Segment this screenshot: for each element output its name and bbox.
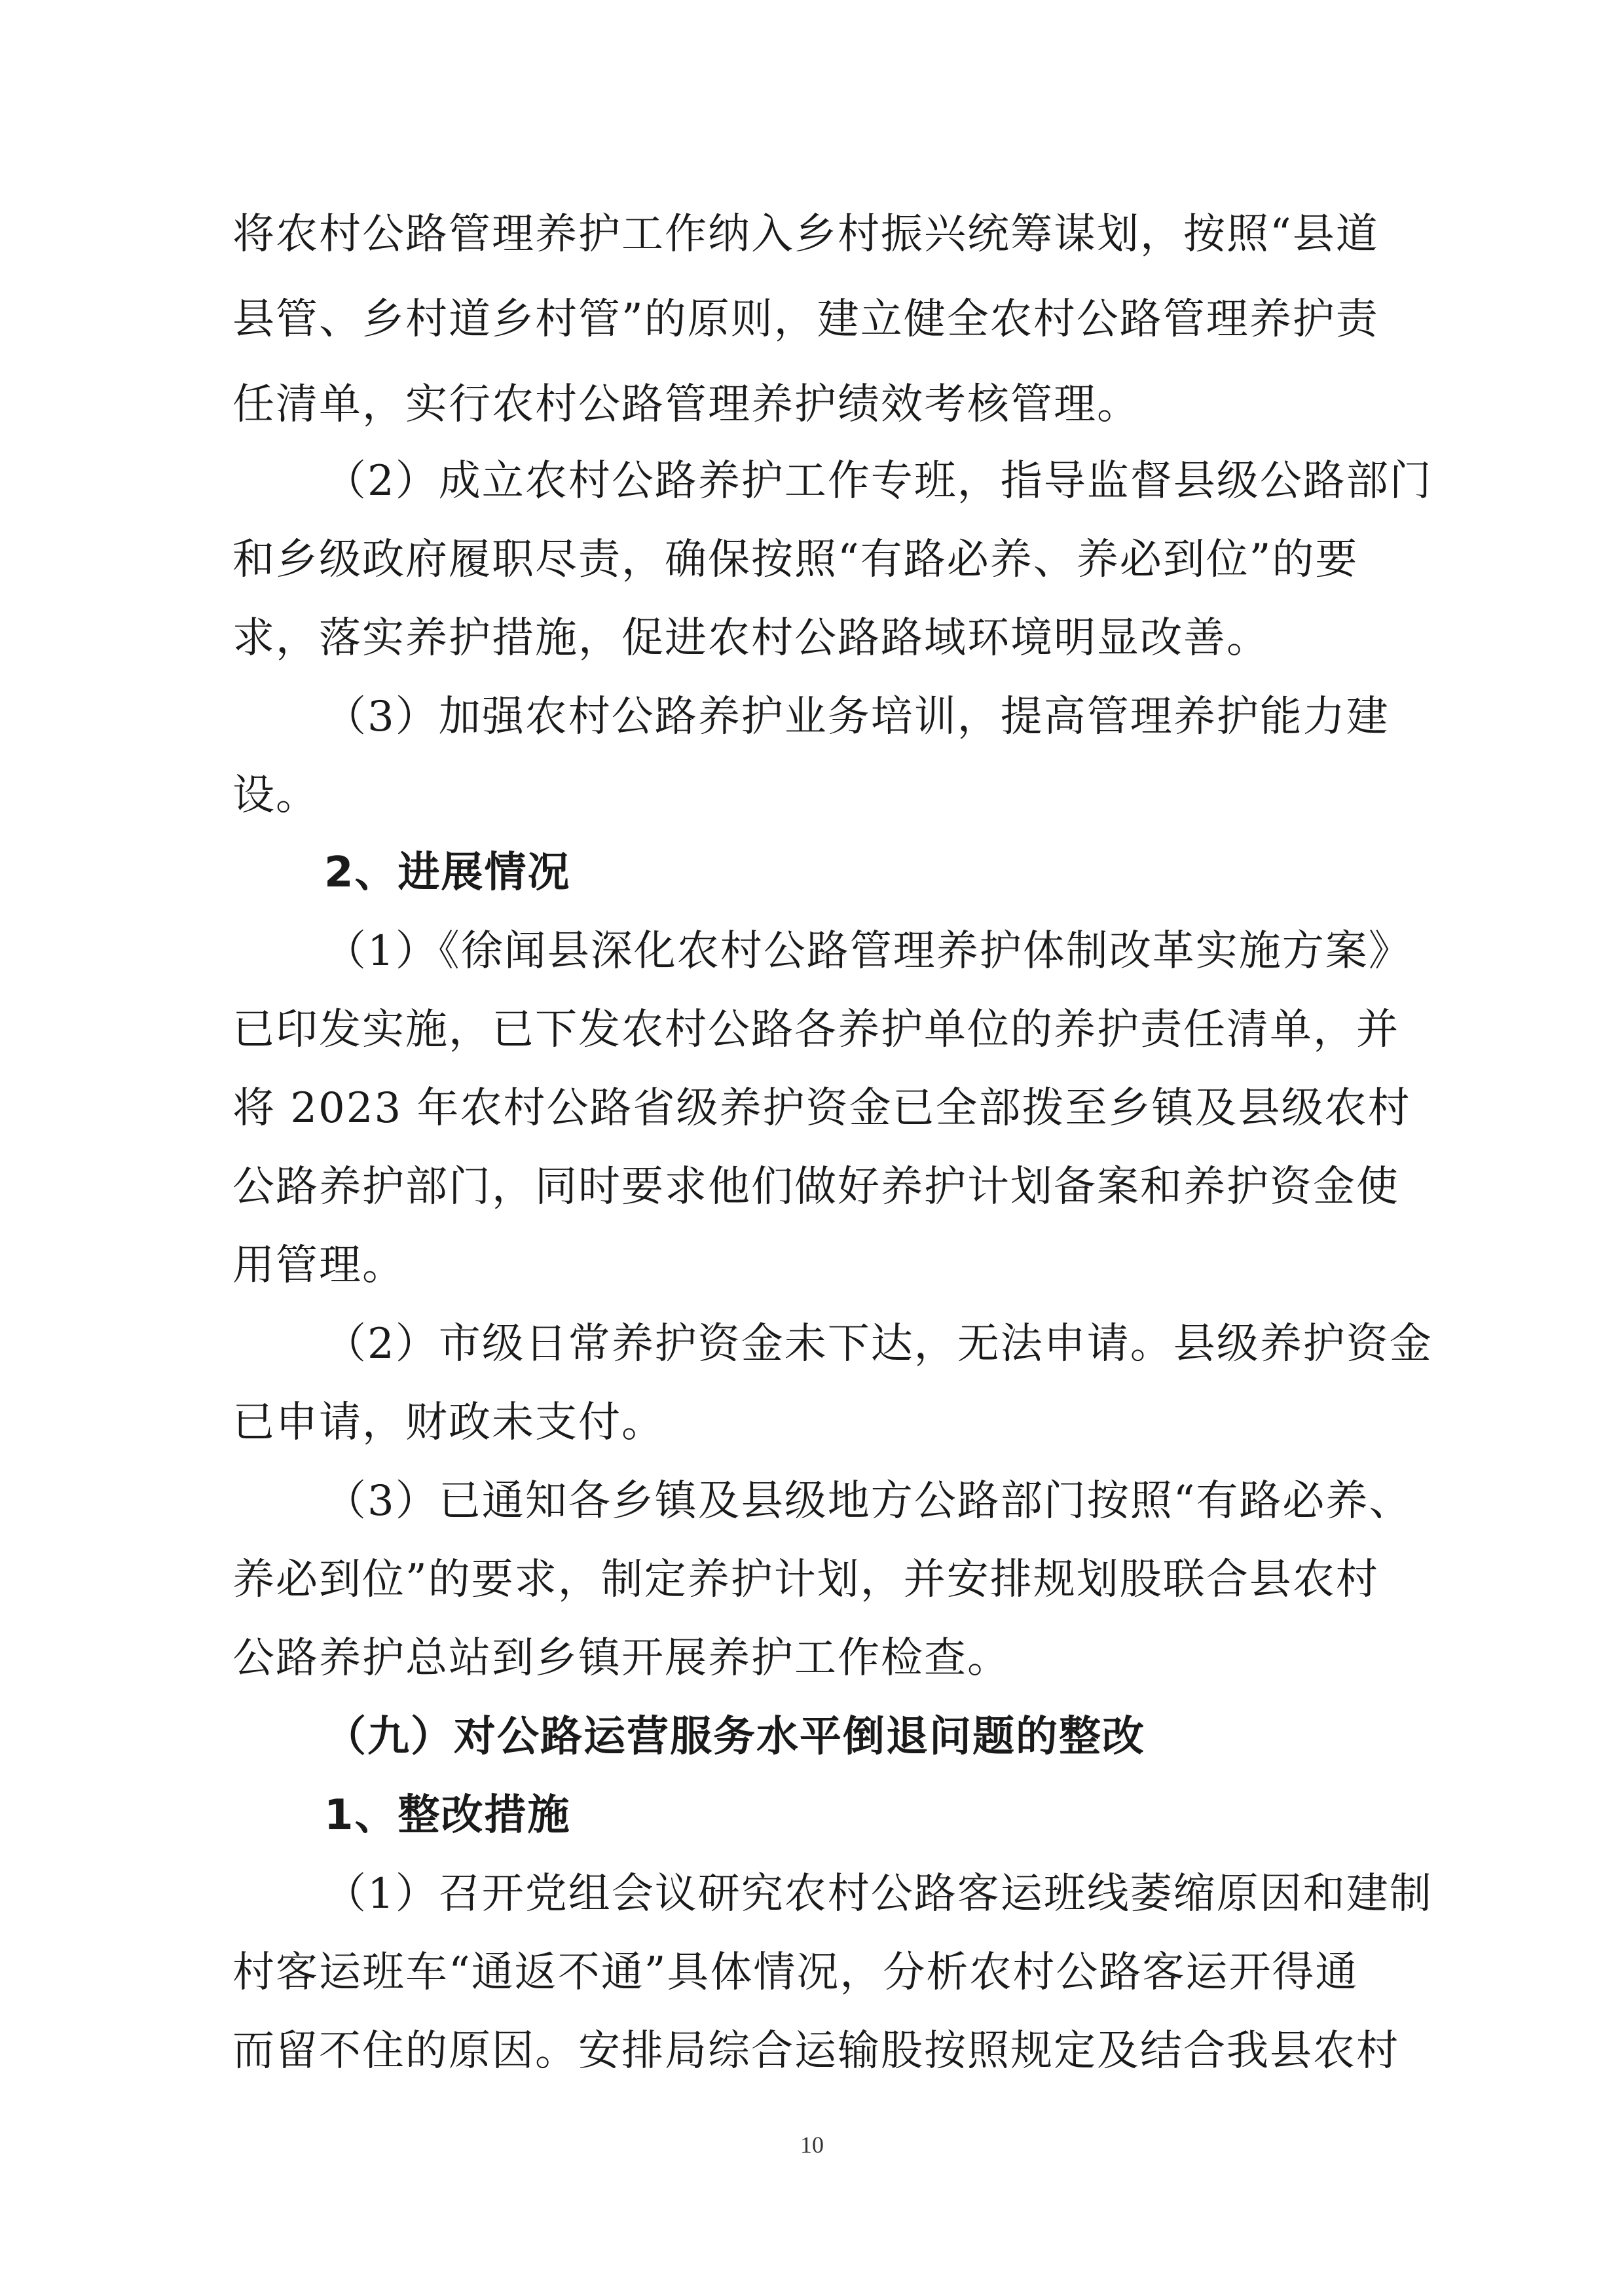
text-line: 任清单，实行农村公路管理养护绩效考核管理。 [232, 380, 1140, 429]
section-heading: 1、整改措施 [324, 1791, 571, 1840]
text-line: 用管理。 [232, 1241, 405, 1290]
page-number: 10 [800, 2132, 824, 2158]
text-line: 求，落实养护措施，促进农村公路路域环境明显改善。 [232, 614, 1270, 663]
text-line: 县管、乡村道乡村管”的原则，建立健全农村公路管理养护责 [232, 295, 1379, 344]
text-line: 已印发实施，已下发农村公路各养护单位的养护责任清单，并 [232, 1006, 1399, 1054]
text-line: 将 2023 年农村公路省级养护资金已全部拨至乡镇及县级农村 [232, 1084, 1411, 1133]
text-line: 设。 [232, 771, 319, 820]
text-line: 公路养护总站到乡镇开展养护工作检查。 [232, 1634, 1010, 1683]
text-line: 将农村公路管理养护工作纳入乡村振兴统筹谋划，按照“县道 [232, 210, 1379, 259]
text-line: （3）已通知各乡镇及县级地方公路部门按照“有路必养、 [324, 1477, 1412, 1525]
text-line: （2）成立农村公路养护工作专班，指导监督县级公路部门 [324, 457, 1433, 505]
text-line: 已申请，财政未支付。 [232, 1398, 665, 1447]
text-line: 公路养护部门，同时要求他们做好养护计划备案和养护资金使 [232, 1163, 1399, 1211]
text-line: （3）加强农村公路养护业务培训，提高管理养护能力建 [324, 693, 1390, 741]
text-line: （1）《徐闻县深化农村公路管理养护体制改革实施方案》 [324, 927, 1412, 975]
text-line: （2）市级日常养护资金未下达，无法申请。县级养护资金 [324, 1320, 1433, 1368]
text-line: （1）召开党组会议研究农村公路客运班线萎缩原因和建制 [324, 1870, 1433, 1918]
text-line: 而留不住的原因。安排局综合运输股按照规定及结合我县农村 [232, 2027, 1399, 2075]
text-line: 养必到位”的要求，制定养护计划，并安排规划股联合县农村 [232, 1556, 1379, 1604]
section-heading: （九）对公路运营服务水平倒退问题的整改 [324, 1713, 1145, 1761]
text-line: 和乡级政府履职尽责，确保按照“有路必养、养必到位”的要 [232, 536, 1359, 584]
text-line: 村客运班车“通返不通”具体情况，分析农村公路客运开得通 [232, 1948, 1359, 1997]
section-heading: 2、进展情况 [324, 848, 571, 897]
